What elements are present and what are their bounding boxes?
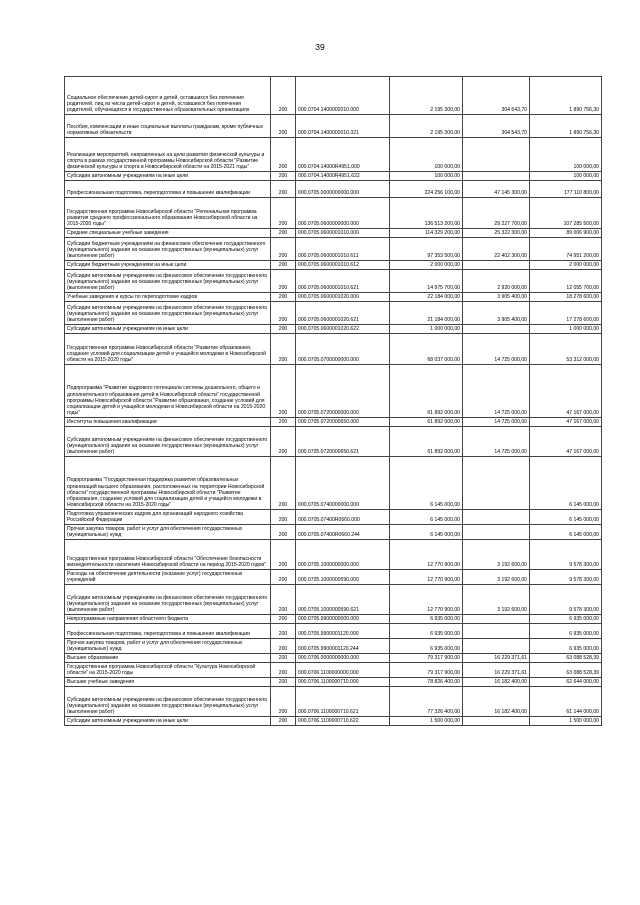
budget-code-cell: 000.0705.0700000000.000 (296, 334, 390, 365)
amount-executed-cell (463, 325, 530, 334)
table-row (65, 238, 602, 261)
amount-assigned-cell: 136 513 200,00 (390, 198, 463, 229)
admin-code-cell: 200 (271, 229, 296, 238)
table-row (65, 115, 602, 138)
item-name-cell: Профессиональная подготовка, переподготовка и повышение квалификации (65, 181, 271, 198)
item-name-cell: Учебные заведения и курсы по переподготовке кадров (65, 293, 271, 302)
amount-executed-cell: 3 192 600,00 (463, 570, 530, 585)
amount-remaining-cell: 61 144 000,00 (530, 687, 602, 717)
amount-remaining-cell: 6 145 000,00 (530, 525, 602, 540)
amount-executed-cell: 3 905 400,00 (463, 302, 530, 325)
amount-assigned-cell: 2 195 300,00 (390, 77, 463, 115)
amount-assigned-cell: 100 000,00 (390, 172, 463, 181)
budget-code-cell: 000.0705.0600001010.621 (296, 270, 390, 293)
admin-code-cell: 200 (271, 510, 296, 525)
amount-assigned-cell: 1 000 000,00 (390, 325, 463, 334)
item-name-cell: Государственная программа Новосибирской области "Региональная программа развития среднего профессионального образования Новосибирской области на 2015-2020 годы" (65, 198, 271, 229)
amount-assigned-cell: 61 892 000,00 (390, 418, 463, 427)
table-row (65, 510, 602, 525)
item-name-cell: Субсидии бюджетным учреждениям на финансовое обеспечение государственного (муниципального) задания на оказание государственных (муниципальных) услуг (выполнение работ) (65, 238, 271, 261)
table-row (65, 687, 602, 717)
amount-assigned-cell: 114 329 200,00 (390, 229, 463, 238)
table-row (65, 229, 602, 238)
amount-remaining-cell: 63 088 528,39 (530, 654, 602, 663)
amount-remaining-cell: 100 000,00 (530, 172, 602, 181)
admin-code-cell: 200 (271, 325, 296, 334)
admin-code-cell: 200 (271, 138, 296, 172)
budget-code-cell: 000.0706.1100000710.621 (296, 687, 390, 717)
admin-code-cell: 200 (271, 427, 296, 457)
item-name-cell: Субсидии автономным учреждениям на финансовое обеспечение государственного (муниципального) задания на оказание государственных (муниципальных) услуг (выполнение работ) (65, 270, 271, 293)
budget-code-cell: 000.0705.0000000000.000 (296, 181, 390, 198)
amount-remaining-cell: 9 578 300,00 (530, 570, 602, 585)
table-row (65, 181, 602, 198)
budget-code-cell: 000.0705.0720000000.000 (296, 365, 390, 418)
amount-remaining-cell: 63 088 528,39 (530, 663, 602, 678)
admin-code-cell: 200 (271, 570, 296, 585)
table-row (65, 525, 602, 540)
table-row (65, 418, 602, 427)
amount-assigned-cell: 22 184 000,00 (390, 293, 463, 302)
budget-code-cell: 000.0704.1400002010.321 (296, 115, 390, 138)
admin-code-cell: 200 (271, 418, 296, 427)
amount-executed-cell (463, 615, 530, 624)
amount-executed-cell: 14 725 000,00 (463, 365, 530, 418)
amount-assigned-cell: 6 145 000,00 (390, 457, 463, 510)
item-name-cell: Пособия, компенсации и иные социальные выплаты гражданам, кроме публичных нормативных обязательств (65, 115, 271, 138)
budget-execution-table (64, 76, 602, 726)
amount-remaining-cell: 47 167 000,00 (530, 427, 602, 457)
amount-assigned-cell: 224 256 100,00 (390, 181, 463, 198)
table-row (65, 334, 602, 365)
amount-executed-cell: 304 543,70 (463, 77, 530, 115)
admin-code-cell: 200 (271, 678, 296, 687)
amount-remaining-cell: 1 890 756,30 (530, 115, 602, 138)
amount-remaining-cell: 6 145 000,00 (530, 510, 602, 525)
amount-assigned-cell: 12 770 900,00 (390, 570, 463, 585)
amount-assigned-cell: 77 326 400,00 (390, 687, 463, 717)
table-row (65, 540, 602, 570)
table-row (65, 77, 602, 115)
amount-remaining-cell: 89 006 900,00 (530, 229, 602, 238)
amount-assigned-cell: 61 892 000,00 (390, 365, 463, 418)
budget-table-body (65, 77, 602, 726)
admin-code-cell: 200 (271, 302, 296, 325)
amount-assigned-cell: 1 500 000,00 (390, 717, 463, 726)
table-row (65, 198, 602, 229)
amount-assigned-cell: 14 975 700,00 (390, 270, 463, 293)
amount-executed-cell: 3 192 600,00 (463, 585, 530, 615)
budget-code-cell: 000.0706.0000000000.000 (296, 654, 390, 663)
admin-code-cell: 200 (271, 238, 296, 261)
amount-remaining-cell: 6 935 000,00 (530, 615, 602, 624)
item-name-cell: Субсидии автономным учреждениям на иные цели (65, 325, 271, 334)
admin-code-cell: 200 (271, 663, 296, 678)
item-name-cell: Подпрограмма "Государственная поддержка развития образовательных организаций высшего образования, расположенных на территории Новосибирской области" государственной программы Новосибирской области "Развитие образования, создание условий для социализации детей и учащейся молодежи в Новосибирской области на 2015-2020 годы" (65, 457, 271, 510)
item-name-cell: Прочая закупка товаров, работ и услуг для обеспечения государственных (муниципальных) нужд (65, 525, 271, 540)
item-name-cell: Субсидии автономным учреждениям на иные цели (65, 717, 271, 726)
amount-remaining-cell: 177 110 800,00 (530, 181, 602, 198)
amount-executed-cell (463, 624, 530, 639)
admin-code-cell: 200 (271, 261, 296, 270)
admin-code-cell: 200 (271, 624, 296, 639)
amount-assigned-cell: 61 892 000,00 (390, 427, 463, 457)
amount-executed-cell: 2 920 000,00 (463, 270, 530, 293)
amount-remaining-cell: 18 278 600,00 (530, 293, 602, 302)
admin-code-cell: 200 (271, 654, 296, 663)
amount-executed-cell (463, 717, 530, 726)
table-row (65, 261, 602, 270)
amount-executed-cell: 25 322 300,00 (463, 229, 530, 238)
amount-assigned-cell: 2 000 000,00 (390, 261, 463, 270)
amount-executed-cell (463, 172, 530, 181)
table-row (65, 663, 602, 678)
amount-assigned-cell: 12 770 900,00 (390, 540, 463, 570)
admin-code-cell: 200 (271, 334, 296, 365)
amount-assigned-cell: 6 935 000,00 (390, 639, 463, 654)
table-row (65, 302, 602, 325)
budget-code-cell: 000.0705.0600001020.621 (296, 302, 390, 325)
amount-assigned-cell: 6 145 000,00 (390, 510, 463, 525)
amount-assigned-cell: 6 935 000,00 (390, 624, 463, 639)
budget-code-cell: 000.0705.1000000590.621 (296, 585, 390, 615)
table-row (65, 427, 602, 457)
admin-code-cell: 200 (271, 270, 296, 293)
table-row (65, 717, 602, 726)
budget-code-cell: 000.0705.0720000650.621 (296, 427, 390, 457)
amount-executed-cell: 16 229 371,61 (463, 654, 530, 663)
amount-remaining-cell: 1 000 000,00 (530, 325, 602, 334)
table-row (65, 325, 602, 334)
amount-remaining-cell: 1 500 000,00 (530, 717, 602, 726)
admin-code-cell: 200 (271, 198, 296, 229)
admin-code-cell: 200 (271, 717, 296, 726)
item-name-cell: Государственная программа Новосибирской области "Развитие образования, создание условий для социализации детей и учащейся молодежи в Новосибирской области на 2015-2020 годы" (65, 334, 271, 365)
item-name-cell: Средние специальные учебные заведения (65, 229, 271, 238)
item-name-cell: Субсидии автономным учреждениям на финансовое обеспечение государственного (муниципального) задания на оказание государственных (муниципальных) услуг (выполнение работ) (65, 585, 271, 615)
budget-code-cell: 000.0705.0740000000.000 (296, 457, 390, 510)
item-name-cell: Высшие учебные заведения (65, 678, 271, 687)
budget-code-cell: 000.0705.0600001010.612 (296, 261, 390, 270)
amount-executed-cell: 16 229 371,61 (463, 663, 530, 678)
amount-remaining-cell: 47 167 000,00 (530, 418, 602, 427)
item-name-cell: Институты повышения квалификации (65, 418, 271, 427)
item-name-cell: Субсидии автономным учреждениям на финансовое обеспечение государственного (муниципального) задания на оказание государственных (муниципальных) услуг (выполнение работ) (65, 302, 271, 325)
item-name-cell: Непрограммные направления областного бюджета (65, 615, 271, 624)
admin-code-cell: 200 (271, 172, 296, 181)
amount-remaining-cell: 100 000,00 (530, 138, 602, 172)
item-name-cell: Подпрограмма "Развитие кадрового потенциала системы дошкольного, общего и дополнительного образования детей в Новосибирской области" государственной программы Новосибирской области "Развитие образования, создание условий для социализации детей и учащейся молодежи в Новосибирской области на 2015-2020 годы" (65, 365, 271, 418)
admin-code-cell: 200 (271, 615, 296, 624)
amount-executed-cell (463, 510, 530, 525)
item-name-cell: Высшее образование (65, 654, 271, 663)
amount-executed-cell: 3 905 400,00 (463, 293, 530, 302)
amount-executed-cell (463, 261, 530, 270)
budget-code-cell: 000.0705.07400R0660.244 (296, 525, 390, 540)
amount-remaining-cell: 6 145 000,00 (530, 457, 602, 510)
budget-code-cell: 000.0705.9900001120.244 (296, 639, 390, 654)
amount-executed-cell (463, 138, 530, 172)
amount-assigned-cell: 2 195 300,00 (390, 115, 463, 138)
budget-code-cell: 000.0705.1000000000.000 (296, 540, 390, 570)
amount-assigned-cell: 6 935 000,00 (390, 615, 463, 624)
page-number: 39 (315, 42, 325, 52)
admin-code-cell: 200 (271, 639, 296, 654)
table-row (65, 615, 602, 624)
amount-assigned-cell: 68 037 000,00 (390, 334, 463, 365)
budget-code-cell: 000.0705.9900001120.000 (296, 624, 390, 639)
admin-code-cell: 200 (271, 525, 296, 540)
budget-code-cell: 000.0705.0600000000.000 (296, 198, 390, 229)
amount-remaining-cell: 53 312 000,00 (530, 334, 602, 365)
item-name-cell: Реализация мероприятий, направленных на цели развития физической культуры и спорта в рамках государственной программы Новосибирской области "Развитие физической культуры и спорта в Новосибирской области на 2015-2021 годы" (65, 138, 271, 172)
budget-code-cell: 000.0704.1400002010.000 (296, 77, 390, 115)
item-name-cell: Субсидии автономным учреждениям на иные цели (65, 172, 271, 181)
budget-code-cell: 000.0704.14000R4951.000 (296, 138, 390, 172)
table-row (65, 138, 602, 172)
amount-remaining-cell: 9 578 300,00 (530, 540, 602, 570)
item-name-cell: Прочая закупка товаров, работ и услуг для обеспечения государственных (муниципальных) нужд (65, 639, 271, 654)
table-row (65, 365, 602, 418)
amount-executed-cell: 16 182 400,00 (463, 687, 530, 717)
table-row (65, 457, 602, 510)
amount-executed-cell: 14 725 000,00 (463, 427, 530, 457)
admin-code-cell: 200 (271, 77, 296, 115)
budget-code-cell: 000.0705.0600001010.000 (296, 229, 390, 238)
table-row (65, 585, 602, 615)
budget-code-cell: 000.0705.9900000000.000 (296, 615, 390, 624)
amount-executed-cell: 304 543,70 (463, 115, 530, 138)
amount-remaining-cell: 9 578 300,00 (530, 585, 602, 615)
table-row (65, 654, 602, 663)
amount-remaining-cell: 47 167 000,00 (530, 365, 602, 418)
admin-code-cell: 200 (271, 115, 296, 138)
item-name-cell: Профессиональная подготовка, переподготовка и повышение квалификации (65, 624, 271, 639)
item-name-cell: Расходы на обеспечение деятельности (оказание услуг) государственных учреждений (65, 570, 271, 585)
budget-code-cell: 000.0705.1000000590.000 (296, 570, 390, 585)
amount-executed-cell (463, 639, 530, 654)
amount-assigned-cell: 21 184 000,00 (390, 302, 463, 325)
amount-remaining-cell: 1 890 756,30 (530, 77, 602, 115)
table-row (65, 678, 602, 687)
amount-assigned-cell: 97 353 500,00 (390, 238, 463, 261)
table-row (65, 639, 602, 654)
amount-executed-cell: 14 725 000,00 (463, 418, 530, 427)
budget-code-cell: 000.0704.14000R4951.622 (296, 172, 390, 181)
budget-code-cell: 000.0705.0720000650.000 (296, 418, 390, 427)
admin-code-cell: 200 (271, 687, 296, 717)
amount-assigned-cell: 78 826 400,00 (390, 678, 463, 687)
admin-code-cell: 200 (271, 457, 296, 510)
item-name-cell: Субсидии автономным учреждениям на финансовое обеспечение государственного (муниципального) задания на оказание государственных (муниципальных) услуг (выполнение работ) (65, 427, 271, 457)
amount-executed-cell: 47 145 300,00 (463, 181, 530, 198)
amount-assigned-cell: 6 145 000,00 (390, 525, 463, 540)
amount-remaining-cell: 6 935 000,00 (530, 624, 602, 639)
amount-executed-cell: 14 725 000,00 (463, 334, 530, 365)
item-name-cell: Государственная программа Новосибирской области "Культура Новосибирской области" на 2015-2020 годы (65, 663, 271, 678)
amount-assigned-cell: 100 000,00 (390, 138, 463, 172)
admin-code-cell: 200 (271, 365, 296, 418)
amount-remaining-cell: 62 644 000,00 (530, 678, 602, 687)
table-row (65, 624, 602, 639)
amount-executed-cell (463, 525, 530, 540)
amount-remaining-cell: 6 935 000,00 (530, 639, 602, 654)
admin-code-cell: 200 (271, 540, 296, 570)
amount-executed-cell (463, 457, 530, 510)
amount-executed-cell: 22 402 300,00 (463, 238, 530, 261)
budget-code-cell: 000.0706.1100000710.000 (296, 678, 390, 687)
budget-code-cell: 000.0706.1100000000.000 (296, 663, 390, 678)
item-name-cell: Подготовка управленческих кадров для организаций народного хозяйства Российской Федерации (65, 510, 271, 525)
item-name-cell: Социальное обеспечение детей-сирот и детей, оставшихся без попечения родителей, лиц из числа детей-сирот и детей, оставшихся без попечения родителей, обучающихся в государственных образовательных организациях (65, 77, 271, 115)
item-name-cell: Субсидии автономным учреждениям на финансовое обеспечение государственного (муниципального) задания на оказание государственных (муниципальных) услуг (выполнение работ) (65, 687, 271, 717)
budget-code-cell: 000.0705.0600001020.000 (296, 293, 390, 302)
budget-code-cell: 000.0705.07400R0660.000 (296, 510, 390, 525)
table-row (65, 270, 602, 293)
budget-code-cell: 000.0705.0600001020.622 (296, 325, 390, 334)
budget-code-cell: 000.0705.0600001010.611 (296, 238, 390, 261)
budget-code-cell: 000.0706.1100000710.622 (296, 717, 390, 726)
amount-executed-cell: 16 182 400,00 (463, 678, 530, 687)
amount-remaining-cell: 17 278 600,00 (530, 302, 602, 325)
table-row (65, 172, 602, 181)
admin-code-cell: 200 (271, 585, 296, 615)
amount-executed-cell: 3 192 600,00 (463, 540, 530, 570)
item-name-cell: Субсидии бюджетным учреждениям на иные цели (65, 261, 271, 270)
amount-assigned-cell: 79 317 900,00 (390, 663, 463, 678)
amount-remaining-cell: 107 285 500,00 (530, 198, 602, 229)
admin-code-cell: 200 (271, 181, 296, 198)
table-row (65, 293, 602, 302)
amount-executed-cell: 29 227 700,00 (463, 198, 530, 229)
amount-assigned-cell: 12 770 900,00 (390, 585, 463, 615)
admin-code-cell: 200 (271, 293, 296, 302)
amount-remaining-cell: 12 055 700,00 (530, 270, 602, 293)
amount-assigned-cell: 79 317 900,00 (390, 654, 463, 663)
item-name-cell: Государственная программа Новосибирской области "Обеспечение безопасности жизнедеятельности населения Новосибирской области на период 2015-2020 годов" (65, 540, 271, 570)
amount-remaining-cell: 74 951 200,00 (530, 238, 602, 261)
table-row (65, 570, 602, 585)
amount-remaining-cell: 2 000 000,00 (530, 261, 602, 270)
